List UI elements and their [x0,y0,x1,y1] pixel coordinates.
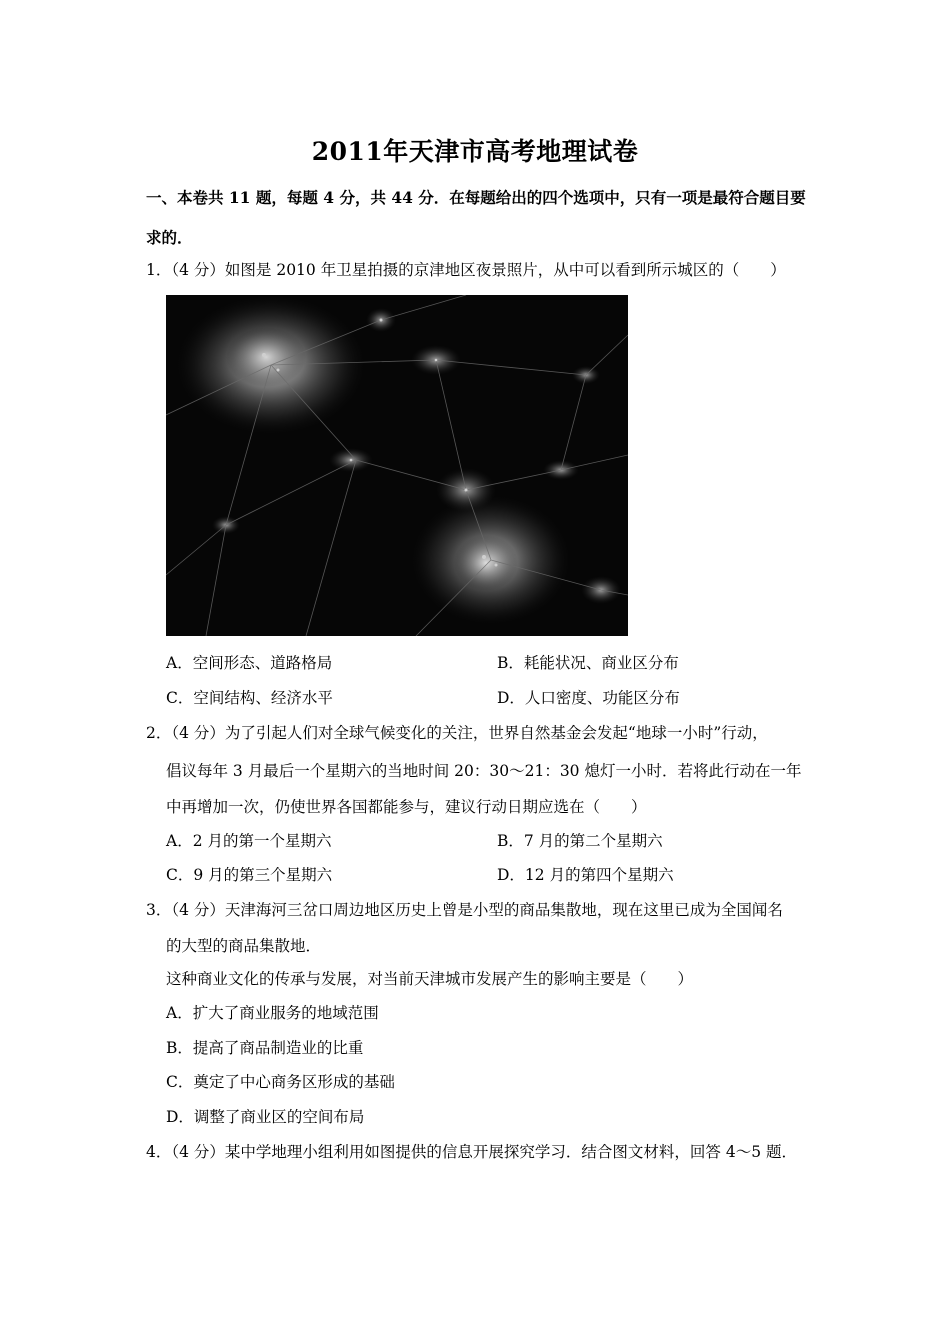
question-2-stem-line2: 倡议每年 3 月最后一个星期六的当地时间 20：30～21：30 熄灯一小时．若将此行动在一年 [166,762,802,780]
question-3-option-d[interactable]: D．调整了商业区的空间布局 [166,1108,365,1126]
question-1-option-d[interactable]: D．人口密度、功能区分布 [497,689,680,707]
question-2-stem-line3: 中再增加一次，仍使世界各国都能参与，建议行动日期应选在（ ） [166,798,647,816]
night-lights-image [166,295,628,636]
question-2-option-d[interactable]: D．12 月的第四个星期六 [497,866,674,884]
section-instructions-line1: 一、本卷共 11 题，每题 4 分，共 44 分．在每题给出的四个选项中，只有一项是最符合题目要 [146,188,806,207]
question-3-stem-line2: 的大型的商品集散地． [166,937,322,955]
question-4-stem: 4．（4 分）某中学地理小组利用如图提供的信息开展探究学习．结合图文材料，回答 4～5 题． [146,1143,797,1161]
question-2-option-b[interactable]: B．7 月的第二个星期六 [497,832,663,850]
question-3-stem-line1: 3．（4 分）天津海河三岔口周边地区历史上曾是小型的商品集散地，现在这里已成为全国闻名 [146,901,783,919]
question-1-stem: 1．（4 分）如图是 2010 年卫星拍摄的京津地区夜景照片，从中可以看到所示城区的（ ） [146,261,786,279]
question-2-option-c[interactable]: C．9 月的第三个星期六 [166,866,333,884]
question-1-option-c[interactable]: C．空间结构、经济水平 [166,689,333,707]
satellite-night-photo [166,295,628,636]
question-3-option-b[interactable]: B．提高了商品制造业的比重 [166,1039,364,1057]
question-2-stem-line1: 2．（4 分）为了引起人们对全球气候变化的关注，世界自然基金会发起“地球一小时”行动， [146,724,768,742]
question-1-option-a[interactable]: A．空间形态、道路格局 [166,654,333,672]
question-3-option-a[interactable]: A．扩大了商业服务的地域范围 [166,1004,379,1022]
question-2-option-a[interactable]: A．2 月的第一个星期六 [166,832,332,850]
page-title: 2011年天津市高考地理试卷 [311,137,639,166]
question-3-stem-line3: 这种商业文化的传承与发展，对当前天津城市发展产生的影响主要是（ ） [166,970,694,988]
question-3-option-c[interactable]: C．奠定了中心商务区形成的基础 [166,1073,395,1091]
section-instructions-line2: 求的． [146,228,193,247]
question-1-option-b[interactable]: B．耗能状况、商业区分布 [497,654,679,672]
